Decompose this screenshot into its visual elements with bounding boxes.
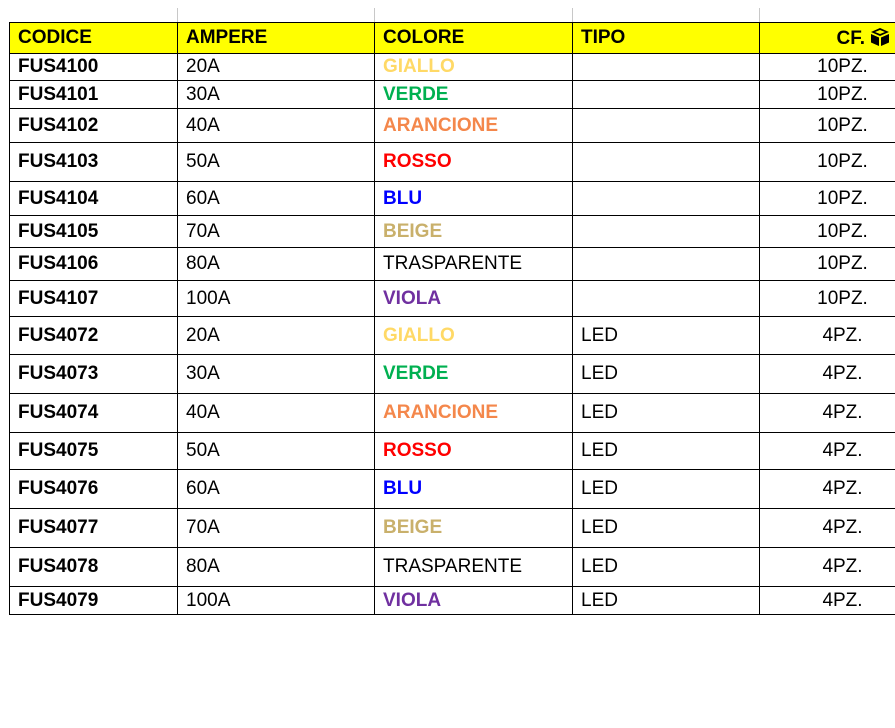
cell-code[interactable]: FUS4107: [10, 281, 178, 317]
header-ampere[interactable]: AMPERE: [178, 23, 375, 54]
cell-ampere[interactable]: 80A: [178, 548, 375, 587]
header-type[interactable]: TIPO: [573, 23, 760, 54]
cell-pack[interactable]: 10PZ.: [760, 54, 895, 81]
header-color[interactable]: COLORE: [375, 23, 573, 54]
cell-pack[interactable]: 4PZ.: [760, 355, 895, 394]
cell-color[interactable]: BEIGE: [375, 216, 573, 248]
table-row: [10, 182, 895, 216]
table-row: [10, 433, 895, 470]
cell-pack[interactable]: 4PZ.: [760, 548, 895, 587]
cell-type[interactable]: [573, 143, 760, 182]
cell-ampere[interactable]: 20A: [178, 317, 375, 355]
cell-color[interactable]: VIOLA: [375, 281, 573, 317]
cell-code[interactable]: FUS4079: [10, 587, 178, 615]
cell-code[interactable]: FUS4074: [10, 394, 178, 433]
box-icon: [869, 27, 891, 47]
cell-type[interactable]: [573, 54, 760, 81]
header-code[interactable]: CODICE: [10, 23, 178, 54]
cell-code[interactable]: FUS4076: [10, 470, 178, 509]
cell-color[interactable]: VERDE: [375, 355, 573, 394]
cell-type[interactable]: LED: [573, 470, 760, 509]
cell-pack[interactable]: 4PZ.: [760, 433, 895, 470]
table-body: [10, 54, 895, 615]
cell-type[interactable]: LED: [573, 355, 760, 394]
cell-type[interactable]: [573, 109, 760, 143]
cell-code[interactable]: FUS4103: [10, 143, 178, 182]
cell-color[interactable]: VERDE: [375, 81, 573, 109]
cell-ampere[interactable]: 70A: [178, 509, 375, 548]
cell-code[interactable]: FUS4073: [10, 355, 178, 394]
cell-color[interactable]: BEIGE: [375, 509, 573, 548]
table-row: [10, 548, 895, 587]
cell-type[interactable]: LED: [573, 548, 760, 587]
table-row: [10, 355, 895, 394]
cell-color[interactable]: GIALLO: [375, 54, 573, 81]
cell-code[interactable]: FUS4072: [10, 317, 178, 355]
cell-pack[interactable]: 4PZ.: [760, 317, 895, 355]
cell-ampere[interactable]: 50A: [178, 433, 375, 470]
cell-pack[interactable]: 10PZ.: [760, 81, 895, 109]
cell-code[interactable]: FUS4075: [10, 433, 178, 470]
table-row: [10, 216, 895, 248]
cell-code[interactable]: FUS4077: [10, 509, 178, 548]
cell-code[interactable]: FUS4100: [10, 54, 178, 81]
cell-color[interactable]: ROSSO: [375, 433, 573, 470]
cell-pack[interactable]: 10PZ.: [760, 248, 895, 281]
cell-ampere[interactable]: 100A: [178, 587, 375, 615]
cell-type[interactable]: [573, 81, 760, 109]
cell-type[interactable]: LED: [573, 433, 760, 470]
cell-pack[interactable]: 4PZ.: [760, 509, 895, 548]
table-row: [10, 54, 895, 81]
cell-code[interactable]: FUS4104: [10, 182, 178, 216]
header-pack[interactable]: [760, 23, 895, 54]
cell-type[interactable]: [573, 281, 760, 317]
fuse-table: [9, 22, 895, 615]
cell-pack[interactable]: 4PZ.: [760, 587, 895, 615]
table-row: [10, 317, 895, 355]
cell-ampere[interactable]: 50A: [178, 143, 375, 182]
table-row: [10, 470, 895, 509]
cell-pack[interactable]: 10PZ.: [760, 182, 895, 216]
table-row: [10, 143, 895, 182]
cell-pack[interactable]: 4PZ.: [760, 470, 895, 509]
cell-ampere[interactable]: 60A: [178, 470, 375, 509]
cell-type[interactable]: [573, 216, 760, 248]
table-row: [10, 109, 895, 143]
cell-code[interactable]: FUS4101: [10, 81, 178, 109]
cell-pack[interactable]: 10PZ.: [760, 143, 895, 182]
cell-ampere[interactable]: 30A: [178, 355, 375, 394]
cell-ampere[interactable]: 40A: [178, 394, 375, 433]
cell-pack[interactable]: 10PZ.: [760, 109, 895, 143]
cell-ampere[interactable]: 30A: [178, 81, 375, 109]
cell-code[interactable]: FUS4078: [10, 548, 178, 587]
cell-type[interactable]: LED: [573, 317, 760, 355]
header-row: [10, 23, 895, 54]
table-row: [10, 248, 895, 281]
header-pack-label: CF.: [836, 27, 865, 49]
cell-ampere[interactable]: 20A: [178, 54, 375, 81]
cell-type[interactable]: LED: [573, 587, 760, 615]
cell-color[interactable]: BLU: [375, 470, 573, 509]
cell-color[interactable]: GIALLO: [375, 317, 573, 355]
cell-ampere[interactable]: 60A: [178, 182, 375, 216]
table-row: [10, 394, 895, 433]
cell-color[interactable]: ARANCIONE: [375, 394, 573, 433]
cell-code[interactable]: FUS4106: [10, 248, 178, 281]
table-row: [10, 587, 895, 615]
cell-ampere[interactable]: 70A: [178, 216, 375, 248]
cell-type[interactable]: LED: [573, 394, 760, 433]
cell-type[interactable]: [573, 248, 760, 281]
cell-color[interactable]: VIOLA: [375, 587, 573, 615]
table-row: [10, 81, 895, 109]
cell-code[interactable]: FUS4102: [10, 109, 178, 143]
gridline-strip: [0, 0, 895, 22]
cell-ampere[interactable]: 40A: [178, 109, 375, 143]
cell-color[interactable]: ROSSO: [375, 143, 573, 182]
cell-type[interactable]: LED: [573, 509, 760, 548]
cell-color[interactable]: TRASPARENTE: [375, 248, 573, 281]
cell-code[interactable]: FUS4105: [10, 216, 178, 248]
cell-color[interactable]: ARANCIONE: [375, 109, 573, 143]
cell-type[interactable]: [573, 182, 760, 216]
cell-pack[interactable]: 4PZ.: [760, 394, 895, 433]
table-row: [10, 509, 895, 548]
cell-pack[interactable]: 10PZ.: [760, 281, 895, 317]
cell-ampere[interactable]: 80A: [178, 248, 375, 281]
cell-color[interactable]: TRASPARENTE: [375, 548, 573, 587]
cell-pack[interactable]: 10PZ.: [760, 216, 895, 248]
table-row: [10, 281, 895, 317]
cell-color[interactable]: BLU: [375, 182, 573, 216]
cell-ampere[interactable]: 100A: [178, 281, 375, 317]
